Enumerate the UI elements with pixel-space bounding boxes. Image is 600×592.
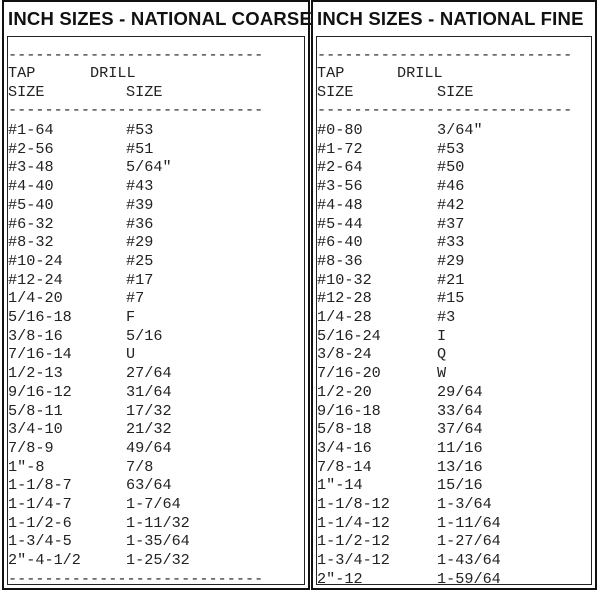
table-row <box>313 327 595 346</box>
tap-size-cell: 5/8-11 <box>8 401 63 420</box>
table-row <box>4 233 308 252</box>
top-dash-line: ---------------------------- <box>8 46 264 64</box>
tap-size-cell: #3-48 <box>8 158 54 177</box>
tap-size-cell: 1-3/4-12 <box>317 551 390 570</box>
drill-size-cell: #46 <box>437 177 465 196</box>
table-row <box>313 495 595 514</box>
tap-size-cell: #0-80 <box>317 121 363 139</box>
tap-size-cell: 1/4-20 <box>8 289 63 308</box>
table-row <box>4 439 308 458</box>
drill-size-cell: #15 <box>437 289 465 308</box>
drill-size-cell: 15/16 <box>437 476 483 495</box>
drill-size-cell: #7 <box>126 289 145 308</box>
tap-size-cell: 1"-14 <box>317 476 363 495</box>
tap-size-cell: 3/4-10 <box>8 420 63 439</box>
tap-size-cell: #10-24 <box>8 251 63 270</box>
table-row <box>313 196 595 215</box>
drill-size-cell: 1-11/64 <box>437 513 501 532</box>
drill-header: DRILL <box>397 64 443 82</box>
tap-size-cell: 3/8-16 <box>8 326 63 345</box>
drill-size-cell: #33 <box>437 233 465 252</box>
table-row <box>313 140 595 159</box>
drill-size-cell: 7/8 <box>126 457 154 476</box>
table-row <box>4 121 308 140</box>
tap-size-cell: 1-1/4-12 <box>317 513 390 532</box>
table-row <box>313 476 595 495</box>
table-row <box>4 514 308 533</box>
table-row <box>313 121 595 140</box>
drill-size-cell: 1-7/64 <box>126 495 181 513</box>
tap-size-cell: #6-32 <box>8 214 54 233</box>
tap-size-cell: #6-40 <box>317 233 363 252</box>
tap-size-cell: 2"-4-1/2 <box>8 551 81 570</box>
table-row <box>313 289 595 308</box>
table-row <box>4 215 308 234</box>
table-row <box>313 233 595 252</box>
table-row <box>4 420 308 439</box>
drill-size-cell: #50 <box>437 158 465 177</box>
table-row <box>313 252 595 271</box>
drill-size-cell: 5/64" <box>126 158 172 177</box>
drill-size-cell: #17 <box>126 270 154 289</box>
table-row <box>4 289 308 308</box>
drill-size-cell: #53 <box>126 121 154 139</box>
drill-size-cell: W <box>437 364 447 383</box>
drill-size-cell: 1-25/32 <box>126 551 190 570</box>
tap-size-cell: 1-1/2-12 <box>317 532 390 551</box>
tap-size-cell: #8-36 <box>317 251 363 270</box>
drill-size-cell: 49/64 <box>126 438 172 457</box>
drill-size-cell: 1-3/64 <box>437 495 492 513</box>
tap-header: TAP <box>317 64 345 82</box>
table-row <box>313 383 595 402</box>
table-row <box>4 532 308 551</box>
table-row <box>4 271 308 290</box>
drill-header: DRILL <box>90 64 136 82</box>
drill-size-cell: #21 <box>437 270 465 289</box>
bottom-dash-line: ---------------------------- <box>8 570 264 588</box>
table-row <box>4 196 308 215</box>
top-dash-line: ---------------------------- <box>317 46 573 64</box>
drill-size-cell: 21/32 <box>126 420 172 439</box>
tap-size-cell: #5-44 <box>317 214 363 233</box>
tap-size-cell: 9/16-18 <box>317 401 381 420</box>
table-row <box>4 458 308 477</box>
table-row <box>313 271 595 290</box>
table-row <box>4 158 308 177</box>
table-row <box>313 514 595 533</box>
drill-size-cell: #29 <box>126 233 154 252</box>
table-row <box>313 551 595 570</box>
drill-size-cell: #43 <box>126 177 154 196</box>
table-row <box>313 458 595 477</box>
drill-size-cell: #29 <box>437 251 465 270</box>
drill-size-cell: #36 <box>126 214 154 233</box>
table-row <box>313 439 595 458</box>
tap-size-cell: 1-1/8-12 <box>317 495 390 513</box>
table-row <box>4 495 308 514</box>
table-row <box>4 252 308 271</box>
drill-size-cell: 31/64 <box>126 382 172 401</box>
drill-size-cell: 17/32 <box>126 401 172 420</box>
national-fine-title: INCH SIZES - NATIONAL FINE <box>317 8 584 29</box>
tap-size-cell: 1/4-28 <box>317 308 372 326</box>
drill-size-cell: #37 <box>437 214 465 233</box>
drill-size-cell: #42 <box>437 195 465 214</box>
national-coarse-title: INCH SIZES - NATIONAL COARSE <box>8 8 313 29</box>
table-row <box>4 402 308 421</box>
tap-size-cell: #8-32 <box>8 233 54 252</box>
drill-size-cell: 27/64 <box>126 364 172 383</box>
drill-size-cell: 63/64 <box>126 476 172 495</box>
tap-size-cell: #2-64 <box>317 158 363 177</box>
tap-size-cell: #1-64 <box>8 121 54 139</box>
tap-size-cell: 3/4-16 <box>317 438 372 457</box>
tap-size-cell: 3/8-24 <box>317 345 372 364</box>
tap-size-cell: 7/16-20 <box>317 364 381 383</box>
tap-size-cell: 5/16-18 <box>8 308 72 326</box>
table-row <box>313 177 595 196</box>
tap-size-cell: 5/16-24 <box>317 326 381 345</box>
tap-size-cell: 1/2-13 <box>8 364 63 383</box>
tap-size-cell: 5/8-18 <box>317 420 372 439</box>
header-dash-line: ---------------------------- <box>317 101 573 119</box>
drill-size-cell: #39 <box>126 195 154 214</box>
table-row <box>4 345 308 364</box>
tap-size-cell: 7/16-14 <box>8 345 72 364</box>
table-row <box>313 215 595 234</box>
table-row <box>4 177 308 196</box>
tap-size-cell: 1"-8 <box>8 457 45 476</box>
drill-size-cell: 1-35/64 <box>126 532 190 551</box>
drill-size-cell: 3/64" <box>437 121 483 139</box>
drill-size-cell: 37/64 <box>437 420 483 439</box>
drill-size-cell: F <box>126 308 136 326</box>
national-fine-panel <box>311 0 597 590</box>
header-dash-line: ---------------------------- <box>8 101 264 119</box>
drill-size-cell: #3 <box>437 308 456 326</box>
drill-size-cell: 5/16 <box>126 326 163 345</box>
drill-size-cell: 1-27/64 <box>437 532 501 551</box>
table-row <box>4 308 308 327</box>
table-row <box>313 570 595 589</box>
table-row <box>4 364 308 383</box>
drill-size-cell: 1-11/32 <box>126 513 190 532</box>
tap-size-cell: 1/2-20 <box>317 382 372 401</box>
table-row <box>313 420 595 439</box>
table-row <box>4 476 308 495</box>
table-row <box>313 532 595 551</box>
drill-size-cell: 13/16 <box>437 457 483 476</box>
drill-size-cell: 33/64 <box>437 401 483 420</box>
drill-size-cell: I <box>437 326 447 345</box>
tap-size-cell: 1-1/4-7 <box>8 495 72 513</box>
tap-size-cell: 1-3/4-5 <box>8 532 72 551</box>
tap-size-cell: #12-24 <box>8 270 63 289</box>
tap-size-cell: 2"-12 <box>317 569 363 588</box>
tap-size-cell: #12-28 <box>317 289 372 308</box>
national-coarse-panel <box>2 0 313 590</box>
drill-size-cell: 29/64 <box>437 382 483 401</box>
drill-size-cell: 1-43/64 <box>437 551 501 570</box>
tap-size-cell: 7/8-14 <box>317 457 372 476</box>
drill-size-cell: 11/16 <box>437 438 483 457</box>
drill-size-cell: Q <box>437 345 447 364</box>
table-row <box>313 345 595 364</box>
table-row <box>313 158 595 177</box>
tap-size-cell: #4-40 <box>8 177 54 196</box>
drill-size-cell: 1-59/64 <box>437 569 501 588</box>
drill-size-cell: #53 <box>437 139 465 158</box>
tap-size-cell: 1-1/8-7 <box>8 476 72 495</box>
table-row <box>4 383 308 402</box>
tap-size-cell: 9/16-12 <box>8 382 72 401</box>
table-row <box>4 140 308 159</box>
tap-size-cell: #3-56 <box>317 177 363 196</box>
table-row <box>313 402 595 421</box>
drill-size-cell: #25 <box>126 251 154 270</box>
tap-size-header: SIZE <box>8 83 45 101</box>
drill-size-cell: U <box>126 345 136 364</box>
drill-size-cell: #51 <box>126 139 154 158</box>
drill-size-header: SIZE <box>437 83 474 101</box>
tap-size-cell: 1-1/2-6 <box>8 513 72 532</box>
tap-size-cell: 7/8-9 <box>8 438 54 457</box>
table-row <box>313 364 595 383</box>
table-row <box>313 308 595 327</box>
tap-size-cell: #1-72 <box>317 139 363 158</box>
table-row <box>4 551 308 570</box>
drill-size-header: SIZE <box>126 83 163 101</box>
tap-size-cell: #2-56 <box>8 139 54 158</box>
tap-size-header: SIZE <box>317 83 354 101</box>
table-row <box>4 327 308 346</box>
tap-size-cell: #4-48 <box>317 195 363 214</box>
tap-size-cell: #5-40 <box>8 195 54 214</box>
tap-size-cell: #10-32 <box>317 270 372 289</box>
tap-header: TAP <box>8 64 36 82</box>
